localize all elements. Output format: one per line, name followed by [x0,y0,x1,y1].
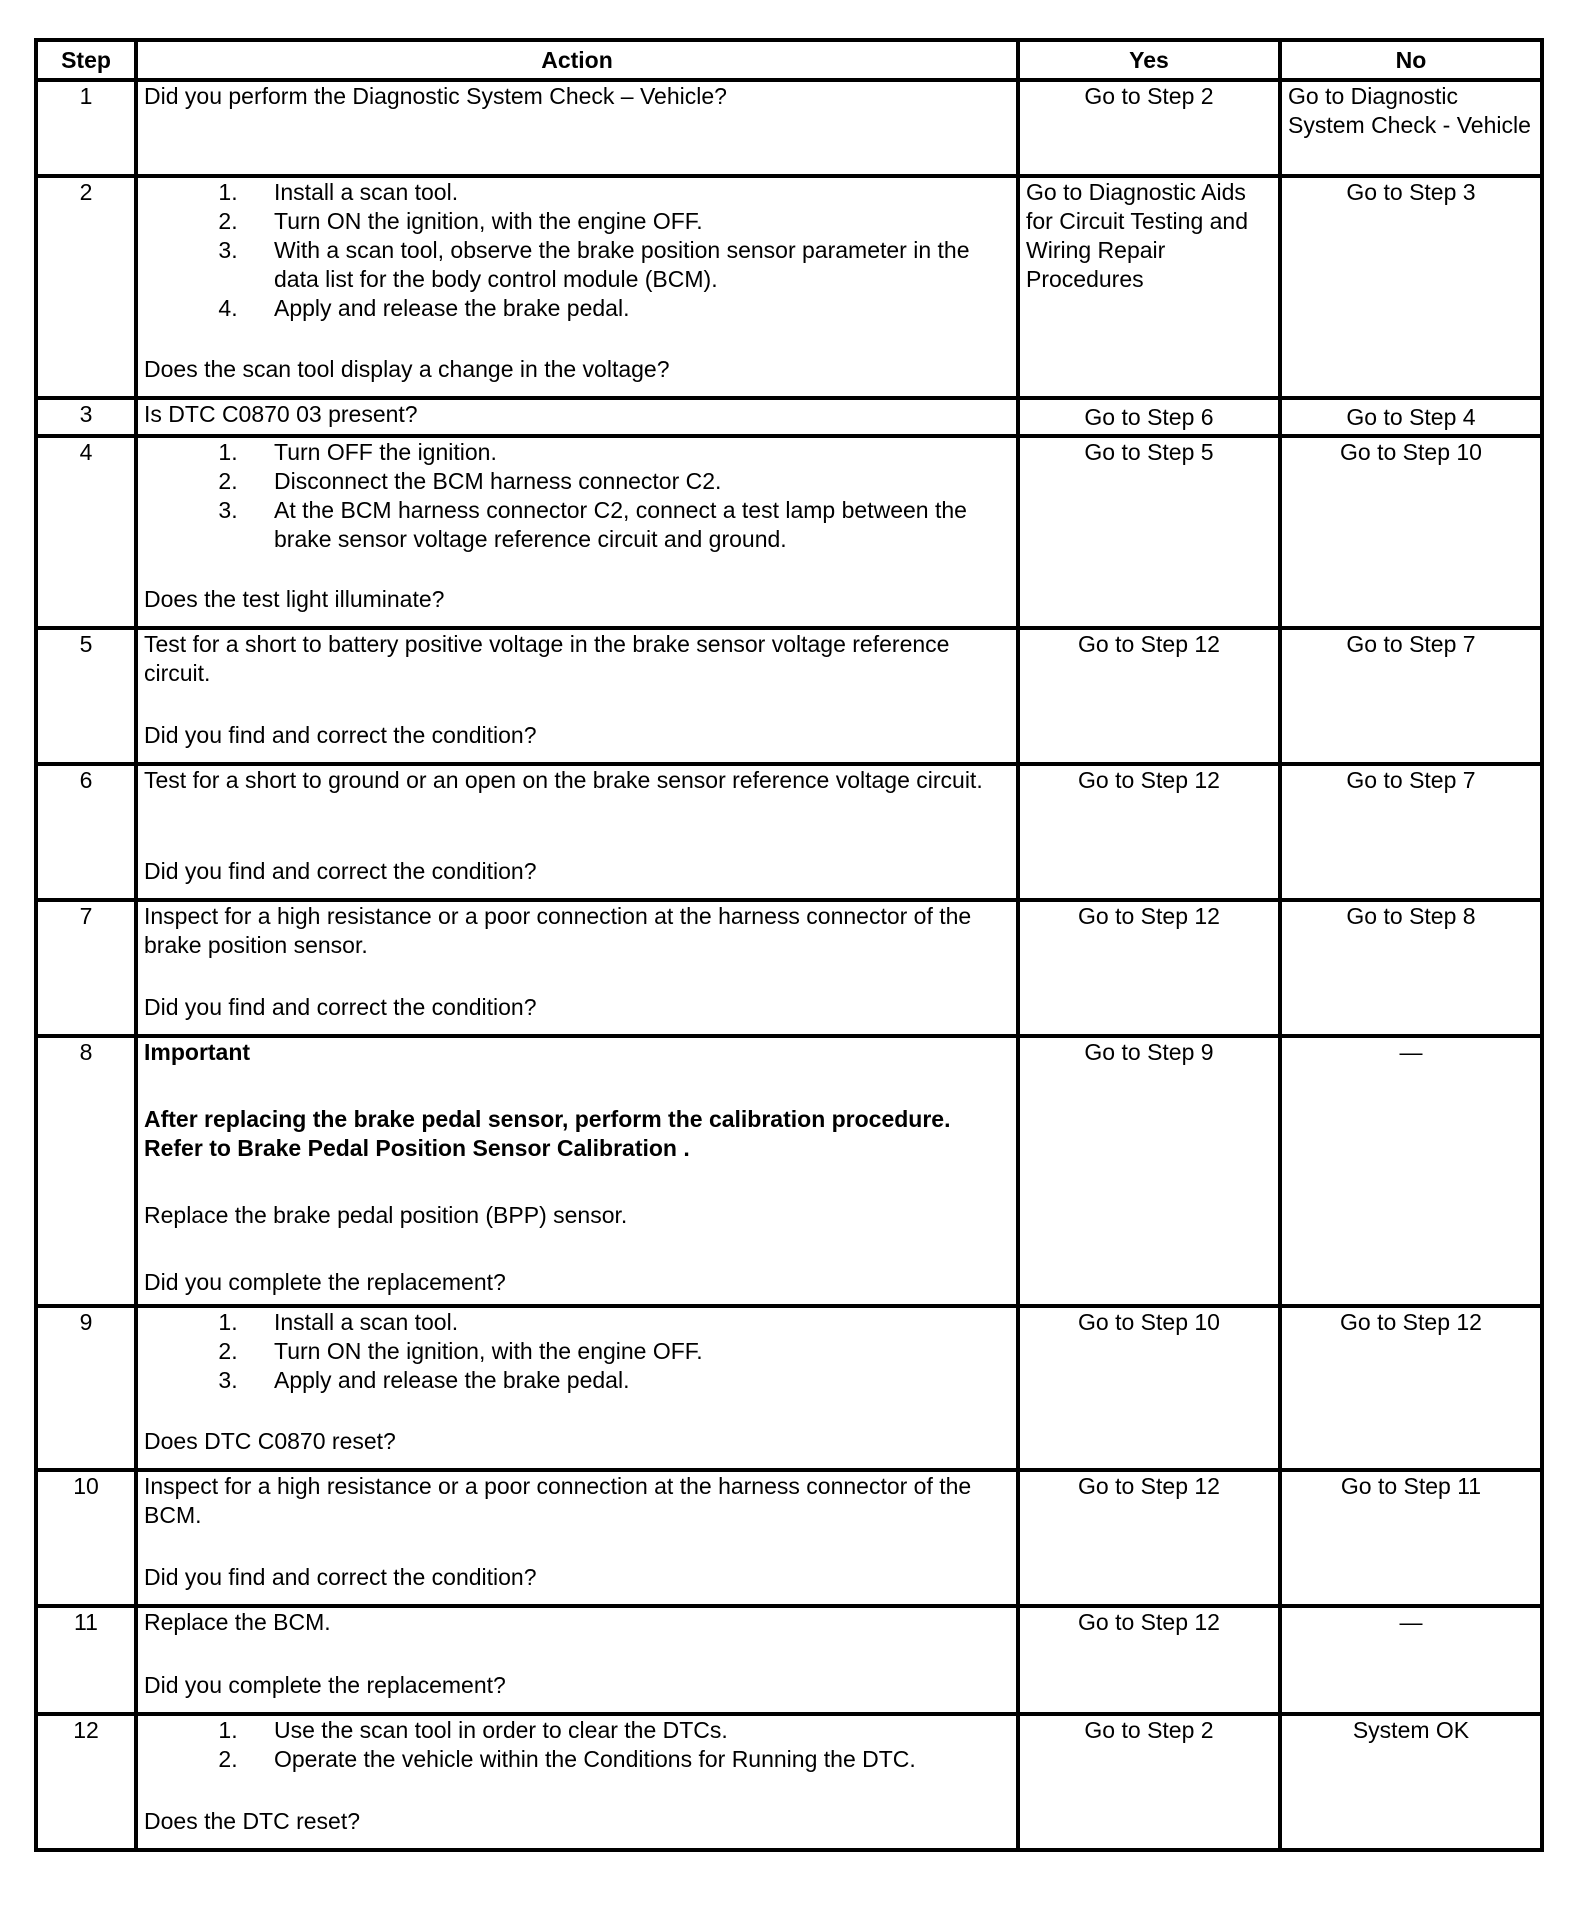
yes-cell: Go to Step 12 [1018,628,1280,764]
action-cell [136,1306,1018,1470]
yes-cell: Go to Diagnostic Aids for Circuit Testing and Wiring Repair Procedures [1018,176,1280,398]
procedure-list [144,178,1010,323]
table-row [36,1606,1542,1714]
step-number: 12 [36,1714,136,1850]
procedure-list [144,438,1010,554]
action-instructions [144,630,1010,688]
procedure-step: 1. Install a scan tool. [244,178,1010,207]
action-cell [136,764,1018,900]
action-cell [136,628,1018,764]
action-question: Does the test light illuminate? [144,586,445,612]
procedure-step: 2. Turn ON the ignition, with the engine OFF. [244,207,1010,236]
action-instructions [144,178,1010,323]
header-no: No [1280,40,1542,80]
step-number: 9 [36,1306,136,1470]
table-row [36,80,1542,176]
step-number: 4 [36,436,136,628]
yes-cell: Go to Step 6 [1018,398,1280,436]
no-cell: Go to Step 11 [1280,1470,1542,1606]
table-row [36,900,1542,1036]
header-step: Step [36,40,136,80]
table-row [36,764,1542,900]
table-row [36,1036,1542,1306]
table-row [36,176,1542,398]
important-title: Important [144,1039,251,1065]
procedure-step: 2. Disconnect the BCM harness connector C2. [244,467,1010,496]
step-number: 3 [36,398,136,436]
table-row [36,1714,1542,1850]
step-number: 6 [36,764,136,900]
step-number: 8 [36,1036,136,1306]
step-number: 11 [36,1606,136,1714]
action-instructions [144,1472,1010,1530]
no-cell: Go to Step 12 [1280,1306,1542,1470]
action-question: Does the DTC reset? [144,1808,361,1834]
no-cell: — [1280,1036,1542,1306]
no-cell: — [1280,1606,1542,1714]
action-text: Inspect for a high resistance or a poor connection at the harness connector of the BCM. [144,1473,972,1528]
diagnostic-table [34,38,1544,1852]
action-cell [136,1606,1018,1714]
action-question: Did you find and correct the condition? [144,1564,537,1590]
procedure-step: 2. Turn ON the ignition, with the engine OFF. [244,1337,1010,1366]
table-row [36,436,1542,628]
no-cell: System OK [1280,1714,1542,1850]
action-question: Did you perform the Diagnostic System Check – Vehicle? [144,83,727,109]
action-cell [136,398,1018,436]
action-instructions [144,902,1010,960]
step-number: 1 [36,80,136,176]
step-number: 10 [36,1470,136,1606]
table-row [36,1306,1542,1470]
action-text: Test for a short to battery positive voltage in the brake sensor voltage reference circuit. [144,631,950,686]
action-instructions [144,438,1010,554]
procedure-step: 2. Operate the vehicle within the Conditions for Running the DTC. [244,1745,1010,1774]
action-instructions [144,1308,1010,1395]
action-question: Did you find and correct the condition? [144,722,537,748]
action-question: Does DTC C0870 reset? [144,1428,396,1454]
action-text: Replace the brake pedal position (BPP) sensor. [144,1202,628,1228]
table-row [36,1470,1542,1606]
procedure-list [144,1308,1010,1395]
no-cell: Go to Step 3 [1280,176,1542,398]
action-instructions [144,1038,1010,1268]
procedure-step: 4. Apply and release the brake pedal. [244,294,1010,323]
action-cell [136,1470,1018,1606]
yes-cell: Go to Step 12 [1018,1470,1280,1606]
no-cell: Go to Step 10 [1280,436,1542,628]
yes-cell: Go to Step 9 [1018,1036,1280,1306]
step-number: 7 [36,900,136,1036]
important-note: After replacing the brake pedal sensor, perform the calibration procedure. Refer to Brake Pedal Position Sensor Calibration . [144,1106,951,1161]
action-instructions [144,1716,1010,1774]
procedure-step: 3. With a scan tool, observe the brake position sensor parameter in the data list for the body control module (BCM). [244,236,1010,294]
action-text: Inspect for a high resistance or a poor connection at the harness connector of the brake position sensor. [144,903,972,958]
action-question: Does the scan tool display a change in the voltage? [144,356,670,382]
header-yes: Yes [1018,40,1280,80]
action-cell [136,900,1018,1036]
action-instructions [144,1608,1010,1637]
action-question: Did you complete the replacement? [144,1269,506,1295]
yes-cell: Go to Step 10 [1018,1306,1280,1470]
action-cell [136,1036,1018,1306]
action-instructions [144,766,1010,795]
no-cell: Go to Step 4 [1280,398,1542,436]
header-action: Action [136,40,1018,80]
action-question: Is DTC C0870 03 present? [144,401,418,427]
action-text: Replace the BCM. [144,1609,331,1635]
action-question: Did you find and correct the condition? [144,994,537,1020]
procedure-step: 1. Install a scan tool. [244,1308,1010,1337]
procedure-step: 3. Apply and release the brake pedal. [244,1366,1010,1395]
yes-cell: Go to Step 12 [1018,1606,1280,1714]
procedure-step: 1. Turn OFF the ignition. [244,438,1010,467]
action-cell [136,1714,1018,1850]
yes-cell: Go to Step 12 [1018,900,1280,1036]
procedure-step: 1. Use the scan tool in order to clear the DTCs. [244,1716,1010,1745]
action-question: Did you complete the replacement? [144,1672,506,1698]
step-number: 2 [36,176,136,398]
step-number: 5 [36,628,136,764]
action-cell [136,436,1018,628]
table-row [36,398,1542,436]
action-text: Test for a short to ground or an open on the brake sensor reference voltage circuit. [144,767,983,793]
procedure-step: 3. At the BCM harness connector C2, connect a test lamp between the brake sensor voltage reference circuit and ground. [244,496,1010,554]
yes-cell: Go to Step 12 [1018,764,1280,900]
action-cell [136,80,1018,176]
no-cell: Go to Step 7 [1280,628,1542,764]
yes-cell: Go to Step 2 [1018,80,1280,176]
procedure-list [144,1716,1010,1774]
no-cell: Go to Step 8 [1280,900,1542,1036]
action-question: Did you find and correct the condition? [144,858,537,884]
header-row [36,40,1542,80]
action-cell [136,176,1018,398]
no-cell: Go to Step 7 [1280,764,1542,900]
yes-cell: Go to Step 2 [1018,1714,1280,1850]
no-cell: Go to Diagnostic System Check - Vehicle [1280,80,1542,176]
table-row [36,628,1542,764]
yes-cell: Go to Step 5 [1018,436,1280,628]
